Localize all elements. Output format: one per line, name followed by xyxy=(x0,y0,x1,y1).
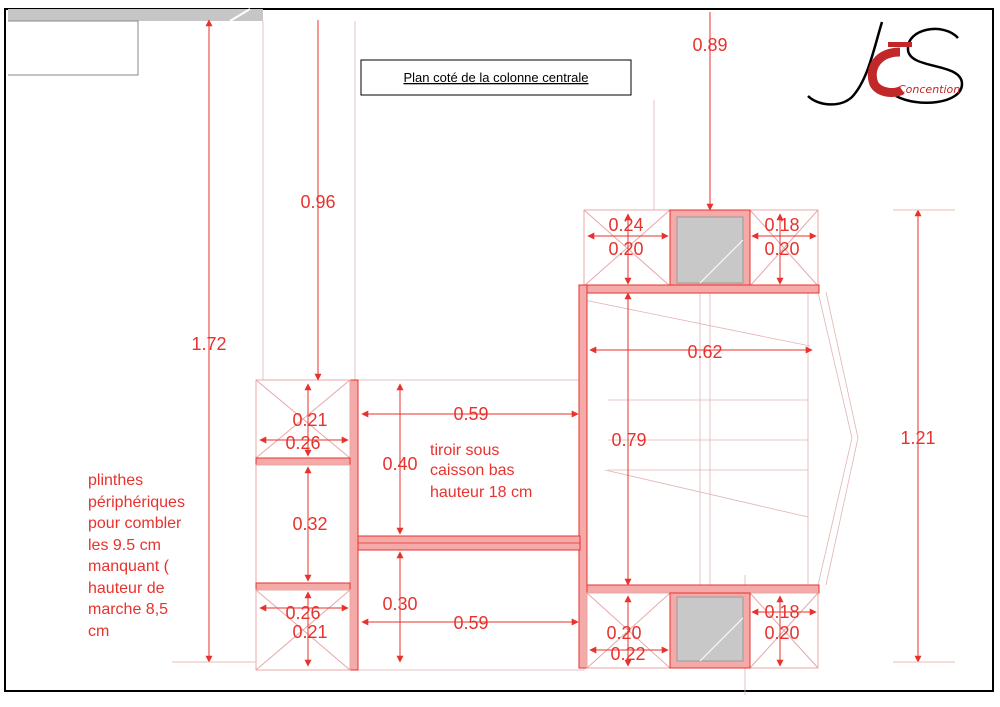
dim-tl-right-h: 0.20 xyxy=(764,239,800,259)
logo-bar xyxy=(888,42,912,47)
dimension-labels xyxy=(191,35,935,664)
dim-left-mid: 0.32 xyxy=(292,514,328,534)
dim-tl-left-h: 0.20 xyxy=(608,239,644,259)
drawer-note-line: hauteur 18 cm xyxy=(430,484,533,501)
plinth-note-line: les 9.5 cm xyxy=(88,537,161,554)
logo xyxy=(808,22,962,104)
drawer-note-line: tiroir sous xyxy=(430,442,500,459)
dim-left-upper-b: 0.26 xyxy=(285,433,321,453)
dim-drawer-width-top: 0.59 xyxy=(453,404,489,424)
plinth-note-line: cm xyxy=(88,623,110,640)
plan-title: Plan coté de la colonne centrale xyxy=(403,70,589,85)
dim-right-box-height: 0.79 xyxy=(611,430,647,450)
dim-left-lower-b: 0.21 xyxy=(292,622,328,642)
plinth-note-line: périphériques xyxy=(88,494,185,511)
corner-outline xyxy=(8,21,138,75)
logo-word: Concention xyxy=(898,83,961,96)
dim-bl-left-w: 0.22 xyxy=(610,644,646,664)
dim-left-upper-a: 0.21 xyxy=(292,410,328,430)
dim-left-lower-a: 0.26 xyxy=(285,603,321,623)
dim-right-total: 1.21 xyxy=(900,428,936,448)
dim-bl-right-h: 0.20 xyxy=(764,623,800,643)
plinth-note-line: manquant ( xyxy=(88,558,169,575)
dim-tl-right: 0.18 xyxy=(764,215,800,235)
corner-bar xyxy=(8,9,263,21)
dim-drawer-height-bottom: 0.30 xyxy=(382,594,418,614)
plinth-note-line: plinthes xyxy=(88,472,144,489)
plinth-note xyxy=(88,472,185,640)
dim-bl-right: 0.18 xyxy=(764,602,800,622)
dim-right-box-width: 0.62 xyxy=(687,342,723,362)
plinth-note-line: pour combler xyxy=(88,515,182,532)
dim-top-col-height: 0.89 xyxy=(692,35,728,55)
dim-left-top: 0.96 xyxy=(300,192,336,212)
dim-left-total: 1.72 xyxy=(191,334,227,354)
drawer-note xyxy=(430,442,532,501)
title-box xyxy=(361,60,631,95)
dimension-lines xyxy=(172,12,955,666)
plinth-note-line: marche 8,5 xyxy=(88,601,169,618)
dim-drawer-width-bottom: 0.59 xyxy=(453,613,489,633)
dim-bl-left-h: 0.20 xyxy=(606,623,642,643)
plinth-note-line: hauteur de xyxy=(88,580,165,597)
dim-tl-left: 0.24 xyxy=(608,215,644,235)
drawer-note-line: caisson bas xyxy=(430,462,515,479)
dim-drawer-height-top: 0.40 xyxy=(382,454,418,474)
